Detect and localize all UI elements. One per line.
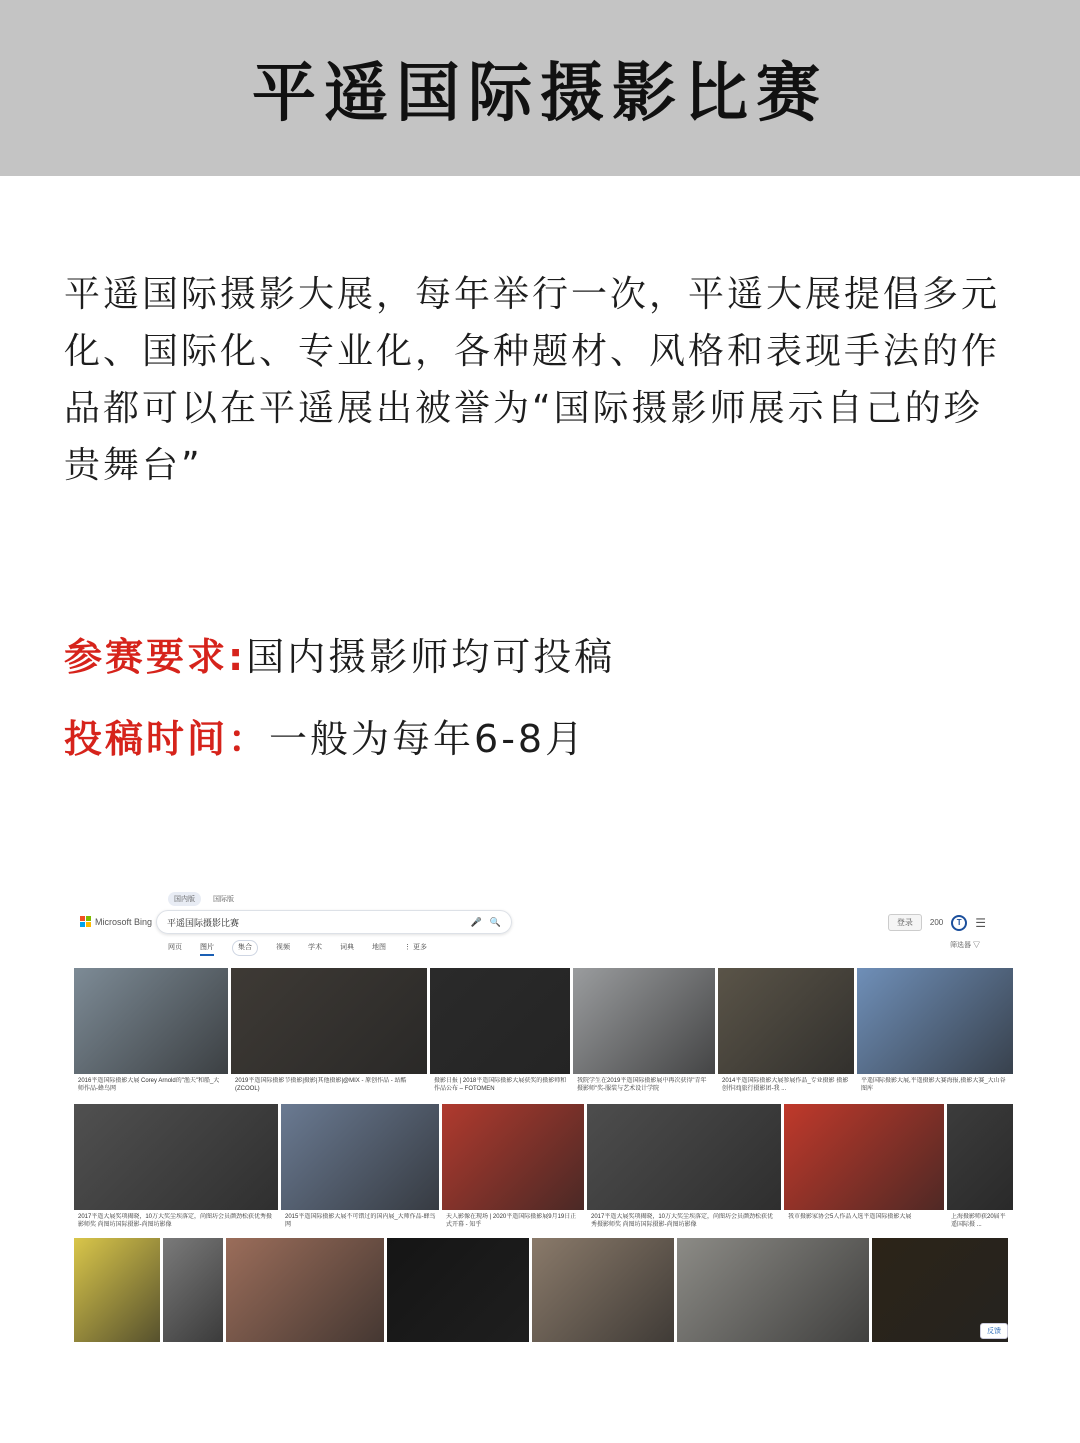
tab-collections[interactable]: 集合	[232, 940, 258, 956]
tab-images[interactable]: 图片	[200, 942, 214, 956]
result-thumbnail[interactable]	[163, 1238, 223, 1342]
result-thumbnail[interactable]	[231, 968, 427, 1074]
image-result-tile[interactable]	[430, 968, 570, 1098]
region-tab-domestic[interactable]: 国内版	[168, 892, 201, 906]
tab-dictionary[interactable]: 词典	[340, 944, 354, 951]
rewards-icon[interactable]: T	[951, 915, 967, 931]
result-caption[interactable]: 2017平遥大展奖项揭晓，10万大奖尘埃落定，尚图坊会员颜劲松获优秀摄影师奖 尚图坊国际摄影-尚图坊影像	[78, 1214, 273, 1228]
page-title: 平遥国际摄影比赛	[252, 57, 828, 131]
result-caption[interactable]: 2019平遥国际摄影节摄影|摄影|其他摄影|@MIX - 原创作品 - 站酷 (ZCOOL)	[235, 1078, 407, 1092]
tab-videos[interactable]: 视频	[276, 944, 290, 951]
image-result-tile[interactable]	[231, 968, 427, 1098]
search-icon[interactable]: 🔍	[489, 916, 501, 927]
bing-search-screenshot	[68, 888, 1014, 1343]
image-result-tile[interactable]	[442, 1104, 584, 1236]
image-result-tile[interactable]	[532, 1238, 674, 1342]
result-caption[interactable]: 2014平遥国际摄影大展参展作品_专业摄影 摄影创作团|旅行摄影团-我 ...	[722, 1078, 849, 1092]
login-button[interactable]: 登录	[888, 914, 922, 931]
result-caption[interactable]: 上海摄影师获20届平遥国际摄 ...	[951, 1214, 1006, 1228]
tab-academic[interactable]: 学术	[308, 944, 322, 951]
account-tools	[888, 914, 986, 931]
result-thumbnail[interactable]	[947, 1104, 1013, 1210]
result-thumbnail[interactable]	[74, 1104, 278, 1210]
image-result-tile[interactable]	[226, 1238, 384, 1342]
result-thumbnail[interactable]	[74, 1238, 160, 1342]
result-caption[interactable]: 我市摄影家协会5人作品入选平遥国际摄影大展	[788, 1214, 912, 1220]
region-tabs	[168, 892, 240, 906]
tab-more[interactable]: ⋮ 更多	[404, 944, 427, 951]
reward-points[interactable]: 200	[929, 918, 944, 927]
region-tab-international[interactable]: 国际版	[213, 896, 234, 903]
tab-web[interactable]: 网页	[168, 944, 182, 951]
bing-logo-text: Microsoft Bing	[95, 916, 153, 927]
result-thumbnail[interactable]	[718, 968, 854, 1074]
microsoft-logo-icon	[80, 916, 91, 927]
tab-maps[interactable]: 地图	[372, 944, 386, 951]
result-thumbnail[interactable]	[387, 1238, 529, 1342]
search-input[interactable]	[156, 910, 512, 934]
image-result-tile[interactable]	[74, 968, 228, 1098]
filter-label: 筛选器	[950, 942, 972, 949]
image-result-tile[interactable]	[387, 1238, 529, 1342]
result-caption[interactable]: 2017平遥大展奖项揭晓，10万大奖尘埃落定，尚图坊会员颜劲松获优秀摄影师奖 尚图坊国际摄影-尚图坊影像	[591, 1214, 774, 1228]
search-query: 平遥国际摄影比赛	[167, 917, 240, 928]
image-result-tile[interactable]	[74, 1104, 278, 1236]
result-caption[interactable]: 2015平遥国际摄影大展不可错过的国内展_大师作品-蜂鸟网	[285, 1214, 436, 1228]
result-thumbnail[interactable]	[74, 968, 228, 1074]
result-thumbnail[interactable]	[573, 968, 715, 1074]
requirement-label: 参赛要求:	[64, 635, 247, 679]
requirement-value: 国内摄影师均可投稿	[246, 635, 616, 679]
image-result-tile[interactable]	[718, 968, 854, 1098]
title-band	[0, 0, 1080, 176]
search-type-tabs	[168, 942, 427, 956]
result-thumbnail[interactable]	[784, 1104, 944, 1210]
image-result-tile[interactable]	[573, 968, 715, 1098]
result-caption[interactable]: 2016平遥国际摄影大展 Corey Arnold的"渔夫"和船_大师作品-蜂鸟网	[78, 1078, 220, 1092]
image-result-tile[interactable]	[784, 1104, 944, 1236]
hamburger-menu-icon[interactable]: ☰	[975, 915, 986, 930]
result-thumbnail[interactable]	[430, 968, 570, 1074]
result-thumbnail[interactable]	[857, 968, 1013, 1074]
result-thumbnail[interactable]	[587, 1104, 781, 1210]
image-result-tile[interactable]	[587, 1104, 781, 1236]
submission-time-row	[64, 708, 586, 763]
result-caption[interactable]: 天人影像在现场 | 2020平遥国际摄影展9月19日正式开幕 - 知乎	[446, 1214, 577, 1228]
result-thumbnail[interactable]	[677, 1238, 869, 1342]
result-thumbnail[interactable]	[532, 1238, 674, 1342]
submission-time-label: 投稿时间：	[64, 717, 270, 761]
image-result-tile[interactable]	[857, 968, 1013, 1098]
result-thumbnail[interactable]	[442, 1104, 584, 1210]
microphone-icon[interactable]: 🎤	[470, 916, 482, 927]
result-caption[interactable]: 摄影日报 | 2018平遥国际摄影大展获奖的摄影师和作品公布 – FOTOMEN	[434, 1078, 567, 1092]
bing-logo[interactable]	[80, 916, 152, 927]
requirement-row	[64, 626, 615, 681]
image-result-tile[interactable]	[74, 1238, 160, 1342]
image-result-tile[interactable]	[281, 1104, 439, 1236]
image-result-tile[interactable]	[947, 1104, 1013, 1236]
submission-time-value: 一般为每年6-8月	[269, 717, 587, 761]
result-thumbnail[interactable]	[226, 1238, 384, 1342]
result-thumbnail[interactable]	[281, 1104, 439, 1210]
feedback-button[interactable]: 反馈	[980, 1323, 1008, 1339]
result-caption[interactable]: 我院学生在2019平遥国际摄影展中再次获得"青年摄影师"奖-服装与艺术设计学院	[577, 1078, 707, 1092]
filter-button[interactable]	[950, 940, 980, 950]
intro-paragraph: 平遥国际摄影大展，每年举行一次，平遥大展提倡多元化、国际化、专业化，各种题材、风格和表现手法的作品都可以在平遥展出被誉为“国际摄影师展示自己的珍贵舞台”	[64, 274, 1001, 486]
image-result-tile[interactable]	[677, 1238, 869, 1342]
image-result-tile[interactable]	[163, 1238, 223, 1342]
result-caption[interactable]: 平遥国际摄影大展,平遥摄影大赛海报,摄影大赛_大山谷图库	[861, 1078, 1006, 1092]
filter-icon: ▽	[973, 942, 980, 949]
